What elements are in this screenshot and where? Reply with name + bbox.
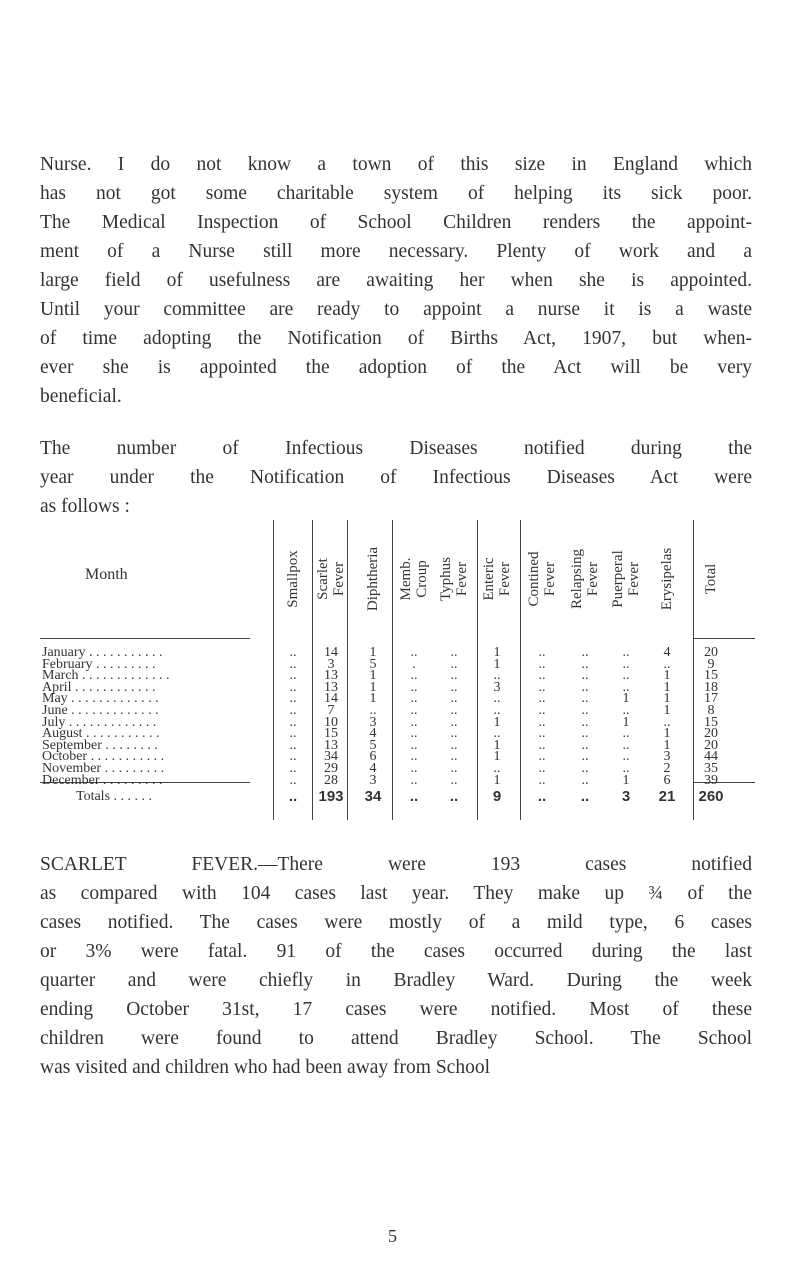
value-cell: .. [289,645,297,660]
text-line: ending October 31st, 17 cases were notified. Most of these [40,999,752,1020]
text-line: year under the Notification of Infectious Diseases Act were [40,467,752,488]
value-cell: 10 [324,714,338,730]
value-cell: 18 [704,679,718,695]
value-cell: .. [410,703,418,718]
value-cell: .. [581,679,589,695]
value-cell: .. [581,714,589,730]
value-cell: 6 [663,772,671,788]
value-cell: 4 [369,761,377,776]
value-cell: .. [288,788,298,805]
value-cell: .. [369,703,377,718]
text-line: as follows : [40,496,130,517]
value-cell: 1 [622,714,630,730]
table-row [40,772,755,789]
value-cell: 21 [658,788,676,805]
value-cell: 35 [704,761,718,776]
value-cell: .. [450,645,458,660]
value-cell: 14 [324,645,338,660]
text-line: The Medical Inspection of School Children renders the appoint- [40,212,752,233]
value-cell: .. [289,703,297,718]
value-cell: .. [581,726,589,742]
column-header: Contined Fever [526,551,558,607]
month-cell: April . . . . . . . . . . . . [42,679,156,695]
text-line: as compared with 104 cases last year. They make up ¾ of the [40,883,752,904]
value-cell: .. [622,703,630,718]
value-cell: .. [538,668,546,684]
value-cell: 15 [704,668,718,684]
text-line: Nurse. I do not know a town of this size in England which [40,154,752,175]
value-cell: .. [450,772,458,788]
value-cell: .. [622,668,630,684]
value-cell: .. [289,761,297,776]
value-cell: .. [538,737,546,753]
rule-line [693,638,755,639]
column-header: Scarlet Fever [315,558,347,600]
value-cell: 3 [493,679,501,695]
value-cell: .. [450,714,458,730]
value-cell: 1 [369,679,377,695]
value-cell: .. [538,656,546,672]
value-cell: .. [581,772,589,788]
value-cell: 1 [663,668,671,684]
value-cell: .. [538,726,546,742]
value-cell: 44 [704,749,718,765]
value-cell: 1 [663,703,671,718]
value-cell: .. [493,668,501,684]
value-cell: .. [538,691,546,707]
value-cell: 28 [324,772,338,788]
value-cell: 1 [663,737,671,753]
value-cell: 1 [493,749,501,765]
value-cell: .. [450,749,458,765]
value-cell: .. [538,703,546,718]
value-cell: .. [581,703,589,718]
value-cell: .. [410,645,418,660]
column-header: Diphtheria [365,546,381,612]
value-cell: .. [581,749,589,765]
value-cell: .. [622,726,630,742]
value-cell: 1 [369,691,377,707]
value-cell: .. [622,656,630,672]
value-cell: .. [581,645,589,660]
column-header: Enteric Fever [481,557,513,601]
value-cell: .. [450,761,458,776]
value-cell: .. [289,749,297,765]
text-line: Until your committee are ready to appoint a nurse it is a waste [40,299,752,320]
value-cell: 1 [369,645,377,660]
value-cell: 20 [704,645,718,660]
month-cell: March . . . . . . . . . . . . . [42,668,170,684]
value-cell: .. [538,761,546,776]
value-cell: 20 [704,726,718,742]
value-cell: .. [493,691,501,707]
value-cell: 15 [704,714,718,730]
value-cell: .. [622,737,630,753]
value-cell: .. [289,726,297,742]
value-cell: .. [410,714,418,730]
value-cell: .. [538,714,546,730]
value-cell: .. [410,761,418,776]
value-cell: 2 [663,761,671,776]
value-cell: 3 [621,788,631,805]
value-cell: .. [450,691,458,707]
value-cell: 17 [704,691,718,707]
month-cell: September . . . . . . . . [42,737,158,753]
value-cell: .. [289,679,297,695]
value-cell: 7 [327,703,335,718]
value-cell: .. [538,749,546,765]
month-cell: January . . . . . . . . . . . [42,645,163,660]
value-cell: .. [410,679,418,695]
scarlet-fever-paragraph [40,850,752,1082]
month-cell: December . . . . . . . . . [42,772,163,788]
value-cell: .. [580,788,590,805]
value-cell: 1 [622,691,630,707]
value-cell: 1 [663,726,671,742]
value-cell: .. [581,737,589,753]
value-cell: .. [581,656,589,672]
value-cell: 13 [324,679,338,695]
value-cell: .. [450,726,458,742]
infectious-diseases-table [40,520,755,822]
value-cell: .. [289,714,297,730]
value-cell: 1 [493,737,501,753]
value-cell: .. [289,772,297,788]
value-cell: .. [581,761,589,776]
text-line: ment of a Nurse still more necessary. Plenty of work and a [40,241,752,262]
value-cell: .. [289,737,297,753]
month-cell: July . . . . . . . . . . . . . [42,714,157,730]
text-line: cases notified. The cases were mostly of a mild type, 6 cases [40,912,752,933]
value-cell: .. [450,679,458,695]
month-cell: November . . . . . . . . . [42,761,165,776]
value-cell: .. [410,691,418,707]
value-cell: .. [410,749,418,765]
text-line: large field of usefulness are awaiting her when she is appointed. [40,270,752,291]
page-number: 5 [388,1226,397,1246]
text-line: children were found to attend Bradley School. The School [40,1028,752,1049]
totals-label: Totals . . . . . . [76,789,153,804]
value-cell: .. [493,761,501,776]
rule-line [40,638,250,639]
value-cell: 20 [704,737,718,753]
value-cell: 1 [369,668,377,684]
value-cell: 4 [369,726,377,742]
value-cell: .. [581,691,589,707]
text-line: of time adopting the Notification of Births Act, 1907, but when- [40,328,752,349]
value-cell: 3 [327,656,335,672]
value-cell: .. [450,703,458,718]
month-cell: June . . . . . . . . . . . . . [42,703,159,718]
value-cell: 1 [493,645,501,660]
text-line: ever she is appointed the adoption of the Act will be very [40,357,752,378]
value-cell: .. [538,679,546,695]
value-cell: .. [493,703,501,718]
value-cell: . [412,656,416,672]
value-cell: .. [538,772,546,788]
value-cell: 5 [369,656,377,672]
value-cell: .. [622,749,630,765]
month-cell: August . . . . . . . . . . . [42,726,160,742]
value-cell: 1 [663,679,671,695]
column-header: Typhus Fever [438,557,470,601]
value-cell: 3 [663,749,671,765]
column-header: Puerperal Fever [610,550,642,608]
value-cell: 9 [492,788,502,805]
value-cell: 4 [663,645,671,660]
value-cell: 3 [369,772,377,788]
column-header: Erysipelas [659,547,675,611]
text-line: has not got some charitable system of helping its sick poor. [40,183,752,204]
value-cell: .. [450,668,458,684]
month-cell: October . . . . . . . . . . . [42,749,165,765]
text-line: or 3% were fatal. 91 of the cases occurred during the last [40,941,752,962]
month-cell: May . . . . . . . . . . . . . [42,691,159,707]
value-cell: 3 [369,714,377,730]
value-cell: 29 [324,761,338,776]
value-cell: 39 [704,772,718,788]
value-cell: .. [410,737,418,753]
value-cell: .. [450,656,458,672]
text-line: was visited and children who had been away from School [40,1057,491,1078]
value-cell: .. [289,668,297,684]
value-cell: 13 [324,668,338,684]
table-intro-paragraph [40,434,752,521]
value-cell: 9 [707,656,715,672]
value-cell: .. [663,714,671,730]
column-header: Total [703,563,719,595]
value-cell: 13 [324,737,338,753]
value-cell: 14 [324,691,338,707]
value-cell: .. [409,788,419,805]
value-cell: .. [537,788,547,805]
value-cell: .. [622,761,630,776]
value-cell: .. [449,788,459,805]
value-cell: .. [622,645,630,660]
text-line: beneficial. [40,386,122,407]
value-cell: .. [663,656,671,672]
intro-paragraph [40,150,752,411]
value-cell: .. [289,656,297,672]
column-header: Memb. Croup [398,557,430,601]
value-cell: .. [622,679,630,695]
value-cell: 193 [318,788,344,805]
value-cell: .. [410,726,418,742]
value-cell: 15 [324,726,338,742]
value-cell: .. [538,645,546,660]
text-line: The number of Infectious Diseases notified during the [40,438,752,459]
value-cell: 1 [493,714,501,730]
text-line: quarter and were chiefly in Bradley Ward. During the week [40,970,752,991]
value-cell: .. [410,772,418,788]
value-cell: 1 [493,772,501,788]
value-cell: .. [289,691,297,707]
value-cell: .. [450,737,458,753]
value-cell: 1 [622,772,630,788]
value-cell: 1 [663,691,671,707]
value-cell: .. [493,726,501,742]
value-cell: .. [410,668,418,684]
value-cell: 260 [698,788,724,805]
value-cell: 8 [707,703,715,718]
value-cell: 34 [364,788,382,805]
month-column-header: Month [85,566,128,583]
column-header: Smallpox [285,550,301,608]
value-cell: .. [581,668,589,684]
value-cell: 34 [324,749,338,765]
column-header: Relapsing Fever [569,549,601,609]
totals-row [40,788,755,805]
value-cell: 1 [493,656,501,672]
text-line: SCARLET FEVER.—There were 193 cases notified [40,854,752,875]
month-cell: February . . . . . . . . . [42,656,156,672]
value-cell: 6 [369,749,377,765]
value-cell: 5 [369,737,377,753]
